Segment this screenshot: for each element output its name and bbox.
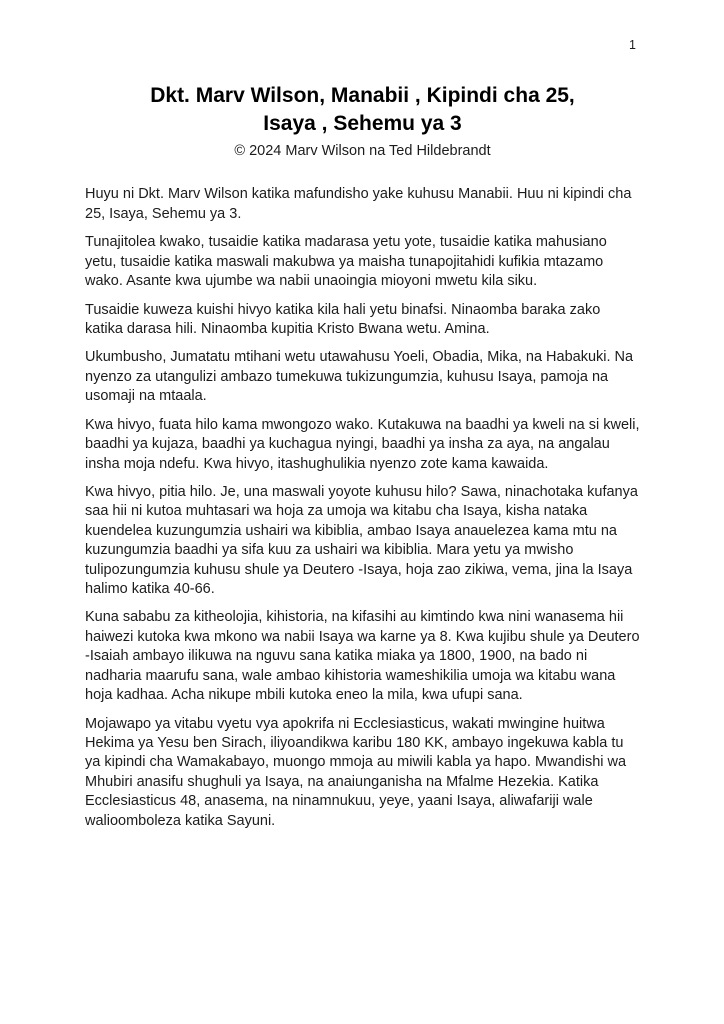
document-title-line1: Dkt. Marv Wilson, Manabii , Kipindi cha 25, [150,84,575,107]
document-title-line2: Isaya , Sehemu ya 3 [263,111,462,135]
document-title [85,82,640,137]
paragraph-2: Tunajitolea kwako, tusaidie katika madarasa yetu yote, tusaidie katika mahusiano yetu, tusaidie katika maswali makubwa ya maisha tunapojitahidi kufikia mtazamo wako. Asante kwa ujumbe wa nabii unaoingia mioyoni mwetu kila siku. [85,234,607,290]
paragraph-1: Huyu ni Dkt. Marv Wilson katika mafundisho yake kuhusu Manabii. Huu ni kipindi cha 25, Isaya, Sehemu ya 3. [85,186,632,222]
paragraph-5: Kwa hivyo, fuata hilo kama mwongozo wako. Kutakuwa na baadhi ya kweli na si kweli, baadhi ya kujaza, baadhi ya kuchagua nyingi, baadhi ya insha za aya, na angalau insha moja ndefu. Kwa hivyo, itashughulikia nyenzo zote kama kawaida. [85,416,640,472]
paragraph-3: Tusaidie kuweza kuishi hivyo katika kila hali yetu binafsi. Ninaomba baraka zako katika darasa hili. Ninaomba kupitia Kristo Bwana wetu. Amina. [85,301,601,337]
paragraph-6: Kwa hivyo, pitia hilo. Je, una maswali yoyote kuhusu hilo? Sawa, ninachotaka kufanya saa hii ni kutoa muhtasari wa hoja za umoja wa kitabu cha Isaya, kisha nataka kuendelea kuzungumzia ushairi wa kibiblia, ambao Isaya anauelezea kama mtu na kuzungumzia baadhi ya sifa kuu za ushairi wa kibiblia. Mara yetu ya mwisho tulipozungumzia kuhusu shule ya Deutero -Isaya, hoja zao zikiwa, vema, jina la Isaya halimo katika 40-66. [85,483,638,598]
copyright-line: © 2024 Marv Wilson na Ted Hildebrandt [234,143,491,160]
paragraph-7: Kuna sababu za kitheolojia, kihistoria, na kifasihi au kimtindo kwa nini wanasema hii haiwezi kutoka kwa mkono wa nabii Isaya wa karne ya 8. Kwa kujibu shule ya Deutero -Isaiah ambayo ilikuwa na nguvu sana katika miaka ya 1800, 1900, na bado ni nadharia maarufu sana, wale ambao kihistoria wameshikilia umoja wa kitabu wana hoja kadhaa. Acha nikupe mbili kutoka eneo la mila, kwa ufupi sana. [85,609,640,704]
page-number: 1 [629,38,636,52]
document-body [85,185,640,831]
paragraph-8: Mojawapo ya vitabu vyetu vya apokrifa ni Ecclesiasticus, wakati mwingine huitwa Hekima ya Yesu ben Sirach, iliyoandikwa karibu 180 KK, ambayo ingekuwa kabla tu ya kipindi cha Wamakabayo, muongo mmoja au miwili kabla ya hapo. Mwandishi wa Mhubiri anasifu shughuli ya Isaya, na anaiunganisha na Mfalme Hezekia. Katika Ecclesiasticus 48, anasema, na ninamnukuu, yeye, yaani Isaya, aliwafariji wale walioomboleza katika Sayuni. [85,715,627,829]
paragraph-4: Ukumbusho, Jumatatu mtihani wetu utawahusu Yoeli, Obadia, Mika, na Habakuki. Na nyenzo za utangulizi ambazo tumekuwa tukizungumzia, kuhusu Isaya, pamoja na usomaji na mtaala. [85,349,634,405]
